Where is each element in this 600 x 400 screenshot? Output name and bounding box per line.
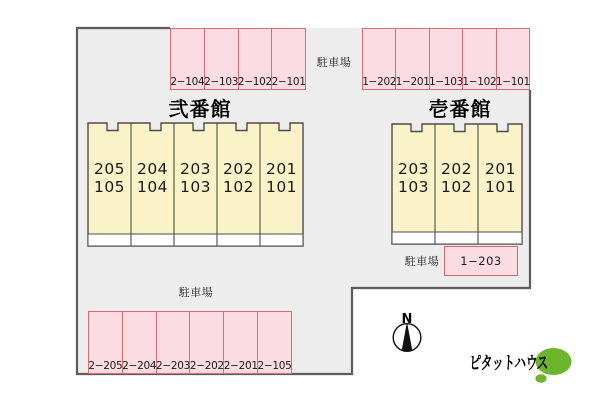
unit-lower: 102 (440, 178, 473, 196)
stall-label: 2−104 (170, 76, 205, 88)
unit-lower: 105 (93, 178, 126, 196)
building-1-name: 壱番館 (428, 97, 492, 121)
parking-stall (239, 29, 273, 89)
unit-upper: 203 (397, 160, 430, 178)
parking-row-south (88, 311, 292, 374)
parking-stall (123, 312, 157, 373)
logo-bubble-dot-icon (535, 374, 546, 382)
unit-lower: 102 (222, 178, 255, 196)
unit-upper: 201 (484, 160, 517, 178)
unit-lower: 103 (179, 178, 212, 196)
building-2-name: 弐番館 (168, 97, 232, 121)
parking-row-northeast (362, 28, 530, 90)
unit-label (435, 160, 478, 196)
stall-label: 2−202 (189, 360, 224, 372)
parking-stall (272, 29, 305, 89)
unit-upper: 202 (440, 160, 473, 178)
unit-label (392, 160, 435, 196)
stall-label: 1−101 (495, 76, 530, 88)
stall-label: 1−201 (395, 76, 430, 88)
parking-area-label-north: 駐車場 (316, 56, 352, 69)
unit-label (217, 160, 260, 196)
stall-label: 1−102 (462, 76, 497, 88)
pitat-house-logo-text: ピタットハウス (468, 352, 549, 374)
unit-label (88, 160, 131, 196)
parking-stall (258, 312, 291, 373)
parking-stall (463, 29, 496, 89)
unit-upper: 201 (265, 160, 298, 178)
stall-label: 1−103 (429, 76, 464, 88)
parking-stall (396, 29, 429, 89)
stall-label: 2−205 (88, 360, 123, 372)
compass-north-label: N (401, 312, 413, 327)
north-compass (393, 312, 421, 351)
unit-label (260, 160, 303, 196)
parking-stall (157, 312, 191, 373)
building-2-walkway-strip (88, 234, 303, 246)
stall-label: 2−201 (223, 360, 258, 372)
unit-upper: 202 (222, 160, 255, 178)
parking-stall (224, 312, 258, 373)
unit-label (131, 160, 174, 196)
parking-stall (363, 29, 396, 89)
parking-stall (430, 29, 463, 89)
parking-row-northwest (170, 28, 306, 90)
building-1-walkway-strip (392, 232, 522, 244)
stall-label: 1−202 (362, 76, 397, 88)
stall-label: 2−103 (204, 76, 239, 88)
stall-label: 2−105 (257, 360, 292, 372)
unit-lower: 101 (484, 178, 517, 196)
stall-label: 2−204 (122, 360, 157, 372)
parking-stall (497, 29, 529, 89)
unit-lower: 103 (397, 178, 430, 196)
stall-label: 2−203 (156, 360, 191, 372)
parking-stall (171, 29, 205, 89)
parking-stall (89, 312, 123, 373)
parking-stall (205, 29, 239, 89)
unit-upper: 205 (93, 160, 126, 178)
unit-upper: 203 (179, 160, 212, 178)
unit-label (479, 160, 522, 196)
unit-lower: 101 (265, 178, 298, 196)
stall-label: 2−102 (237, 76, 272, 88)
unit-upper: 204 (136, 160, 169, 178)
unit-label (174, 160, 217, 196)
stall-label: 2−101 (271, 76, 306, 88)
parking-area-label-east: 駐車場 (404, 255, 440, 268)
parking-stall-single: 1−203 (444, 246, 518, 276)
parking-stall (190, 312, 224, 373)
unit-lower: 104 (136, 178, 169, 196)
parking-area-label-south: 駐車場 (178, 286, 214, 299)
